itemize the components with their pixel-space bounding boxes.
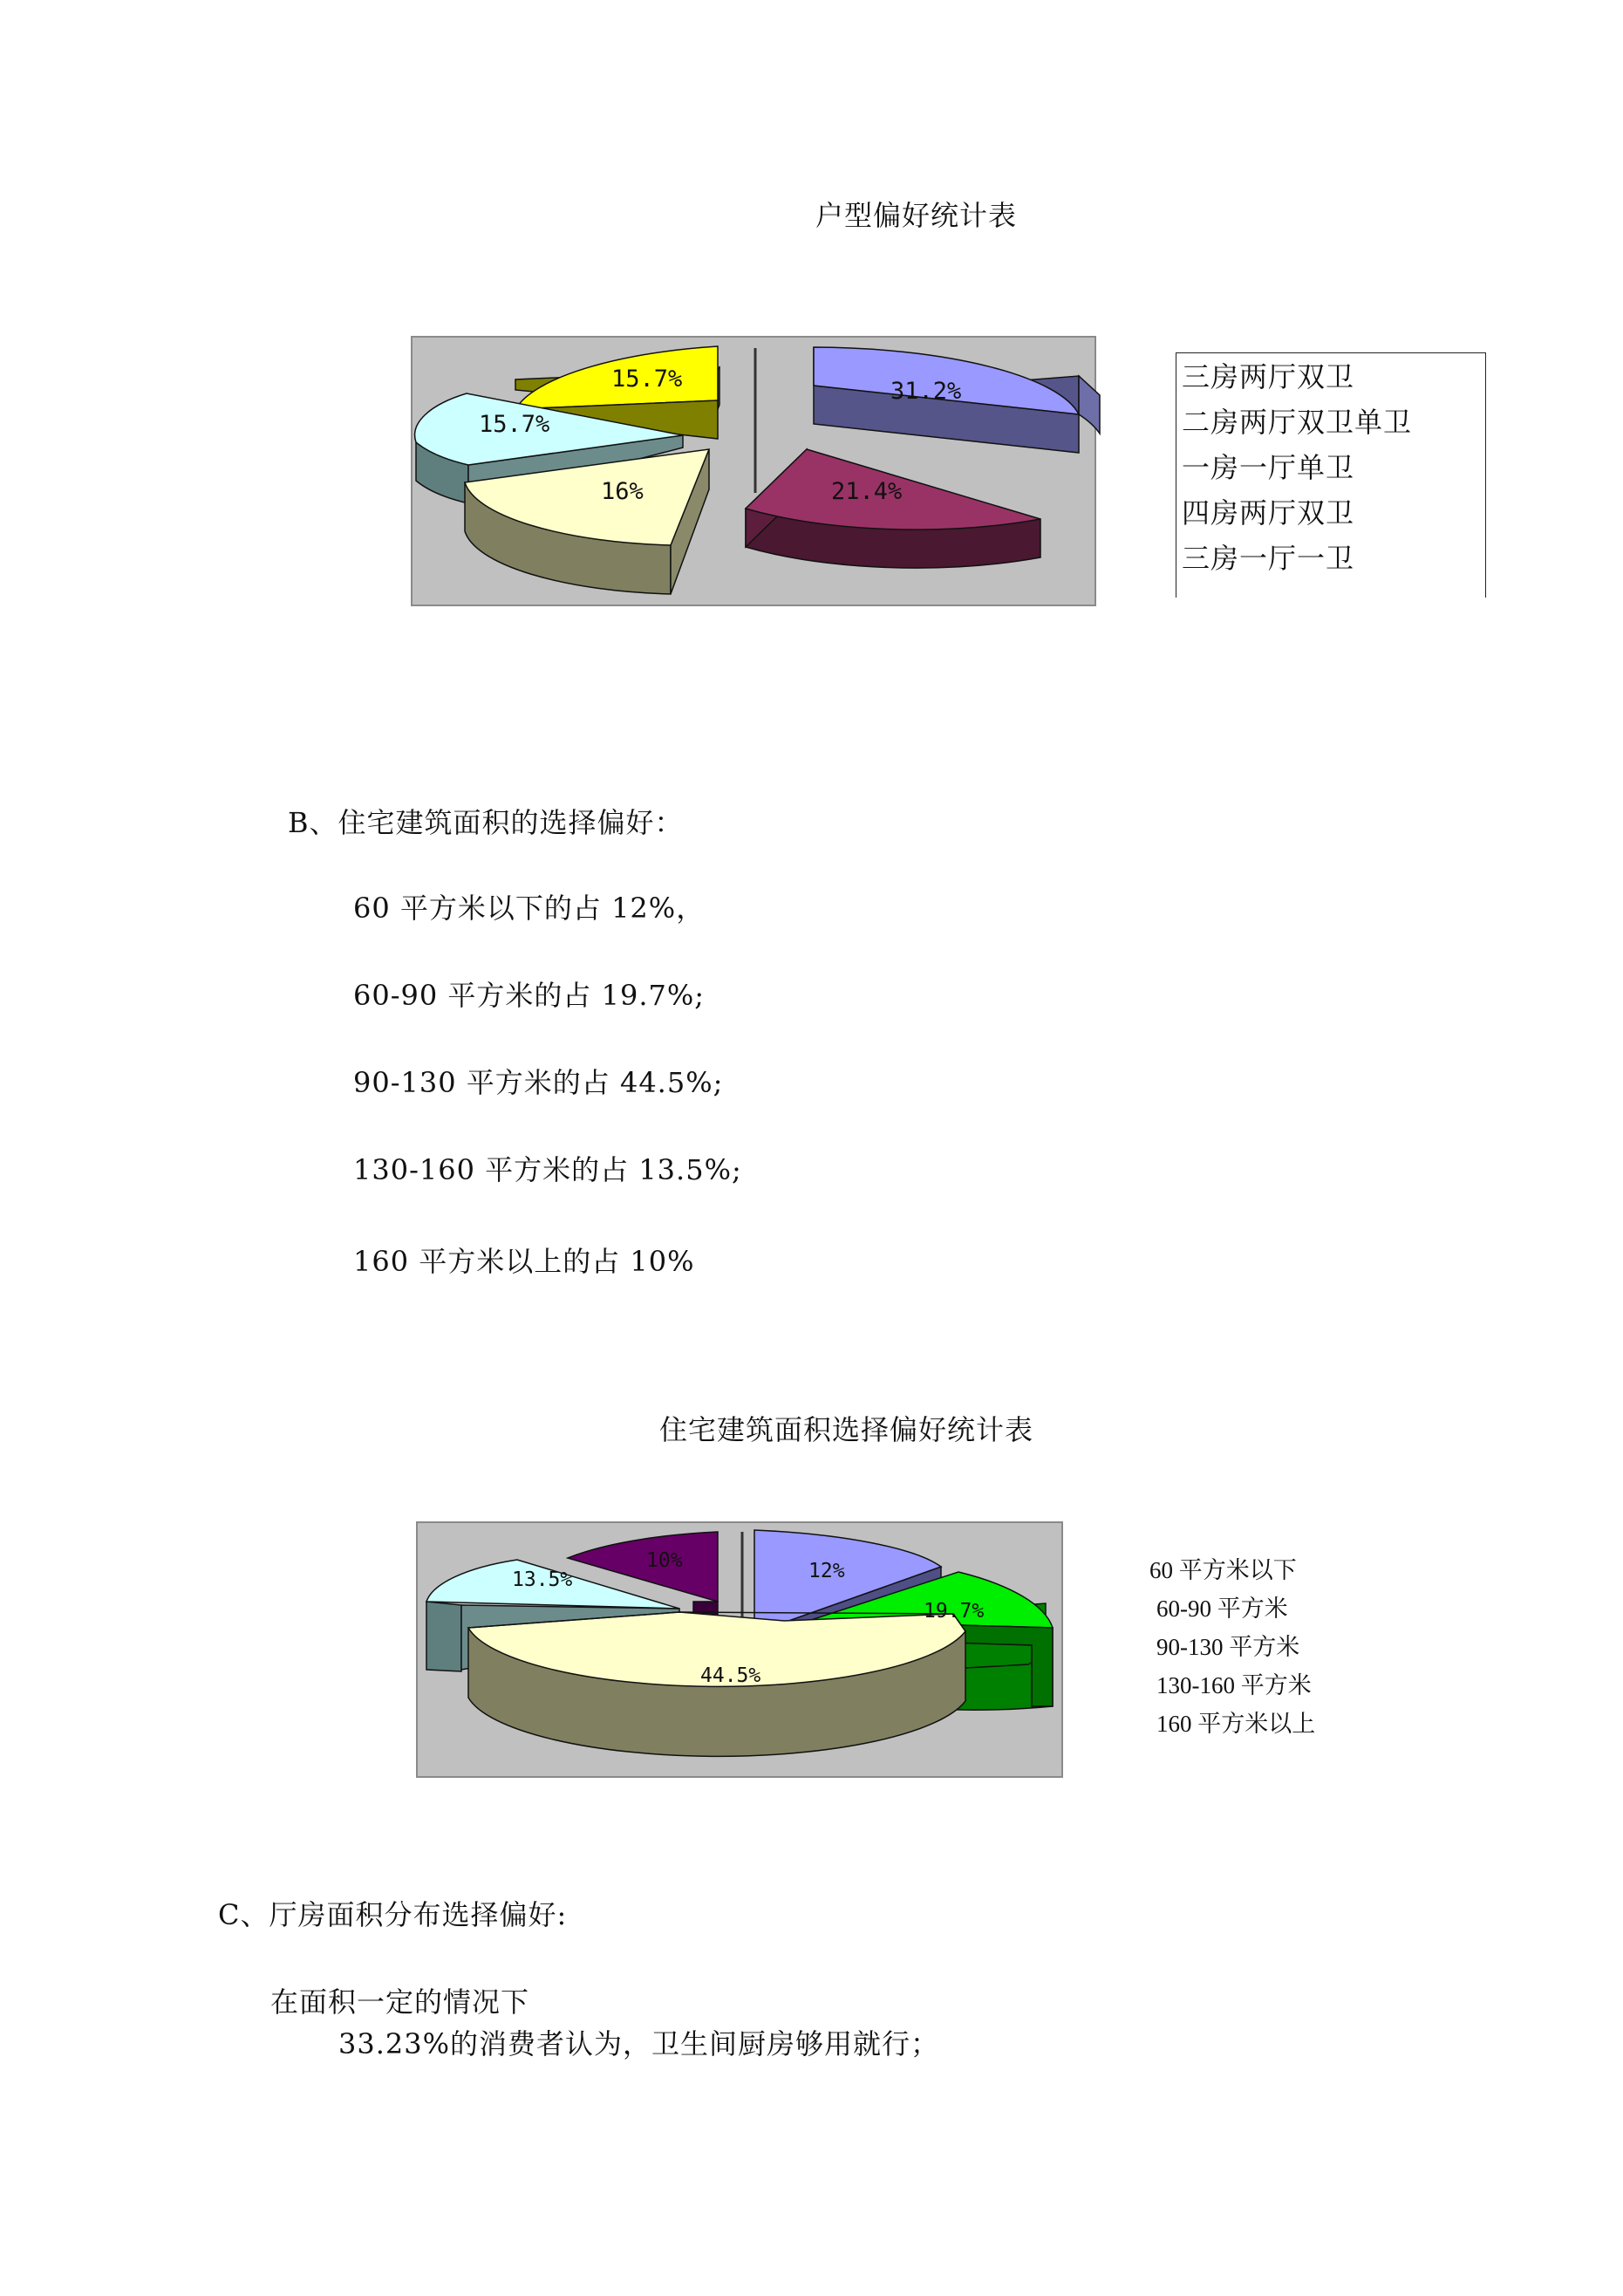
- chart1-label-16: 16%: [601, 478, 644, 505]
- section-c-line: 在面积一定的情况下: [270, 1985, 530, 2019]
- chart1-plot: [413, 338, 1095, 605]
- section-b-heading: B、住宅建筑面积的选择偏好：: [288, 806, 684, 839]
- section-b-line-clipped: 160 平方米以上的占 10%: [353, 1245, 695, 1278]
- chart1-legend-item: 一房一厅单卫: [1182, 451, 1355, 484]
- chart1-legend-item: 四房两厅双卫: [1182, 496, 1355, 530]
- section-c-line: 33.23%的消费者认为，卫生间厨房够用就行；: [338, 2027, 940, 2060]
- chart2-label-12: 12%: [808, 1560, 845, 1582]
- chart2-legend-item: 60-90 平方米: [1156, 1596, 1288, 1622]
- chart2-label-44-5: 44.5%: [700, 1664, 761, 1687]
- chart2-legend-item: 130-160 平方米: [1156, 1672, 1312, 1698]
- section-b-line: 130-160 平方米的占 13.5%;: [353, 1153, 742, 1186]
- section-b-line: 60 平方米以下的占 12%，: [353, 892, 706, 925]
- chart1-legend-item: 三房两厅双卫: [1182, 360, 1355, 393]
- chart1-frame: [411, 336, 1096, 606]
- chart1-title: 户型偏好统计表: [815, 199, 1018, 232]
- chart1-label-15-7-cyan: 15.7%: [479, 411, 550, 438]
- chart2-legend-item: 160 平方米以上: [1156, 1711, 1316, 1737]
- chart1-legend-item: 二房两厅双卫单卫: [1182, 406, 1413, 439]
- chart1-legend: [1176, 352, 1486, 598]
- chart1-label-21-4: 21.4%: [831, 478, 903, 505]
- chart1-legend-item: 三房一厅一卫: [1182, 542, 1355, 575]
- chart1-slice-21-4: [746, 449, 1040, 568]
- chart2-title: 住宅建筑面积选择偏好统计表: [659, 1413, 1034, 1446]
- section-b-line: 90-130 平方米的占 44.5%;: [353, 1066, 724, 1099]
- chart2-frame: [416, 1521, 1063, 1778]
- chart2-label-13-5: 13.5%: [512, 1568, 573, 1591]
- section-c-heading: C、厅房面积分布选择偏好:: [218, 1898, 568, 1931]
- section-b-line: 60-90 平方米的占 19.7%;: [353, 979, 706, 1012]
- chart2-legend-item: 60 平方米以下: [1149, 1557, 1297, 1583]
- chart2-label-19-7: 19.7%: [924, 1600, 985, 1623]
- chart2-label-10: 10%: [646, 1549, 683, 1572]
- chart1-label-15-7-yellow: 15.7%: [611, 366, 683, 393]
- chart2-legend-item: 90-130 平方米: [1156, 1634, 1300, 1660]
- chart2-plot: [418, 1523, 1061, 1776]
- chart1-label-31-2: 31.2%: [890, 378, 962, 405]
